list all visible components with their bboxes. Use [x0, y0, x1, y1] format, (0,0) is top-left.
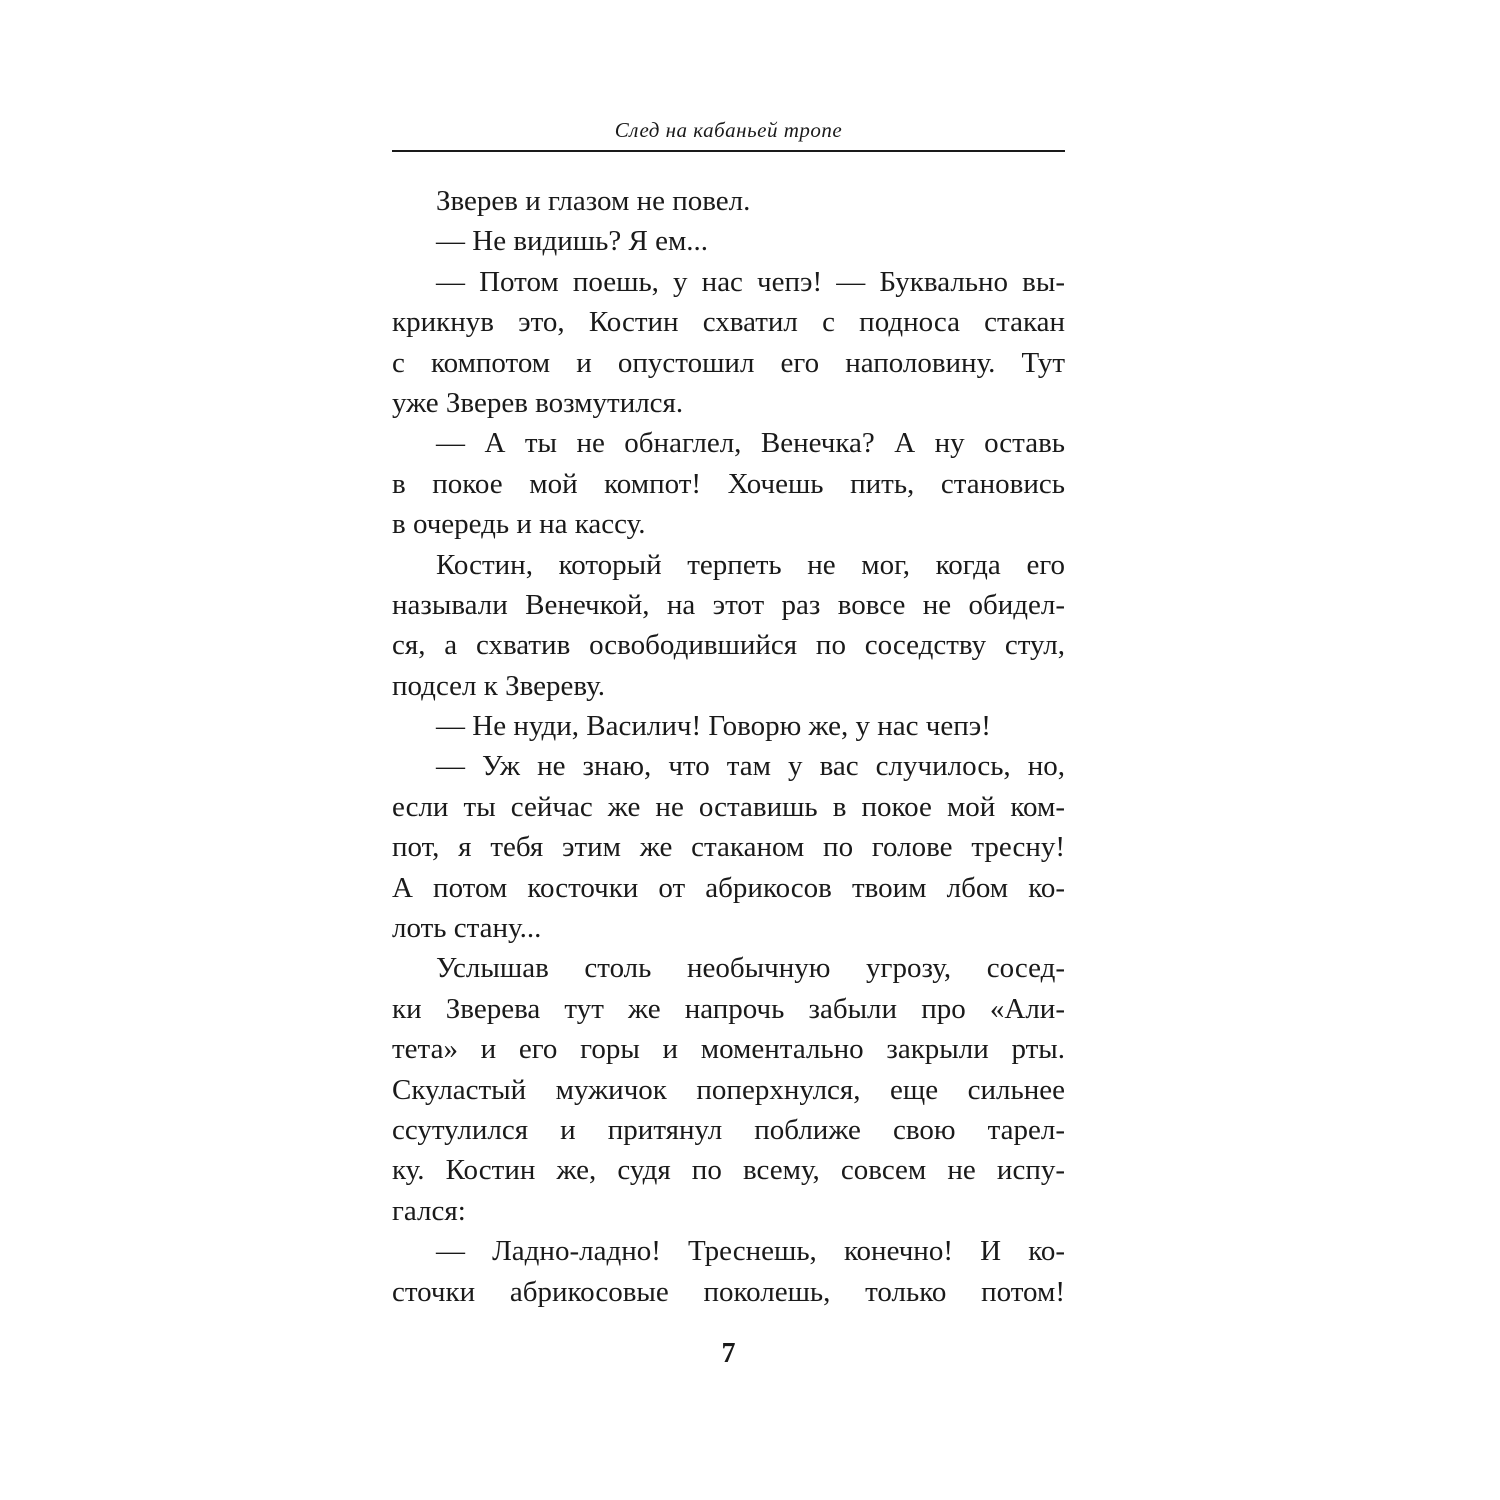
text-line: в очередь и на кассу. [392, 508, 646, 541]
text-line: сточки абрикосовые поколешь, только потом! [392, 1275, 1065, 1308]
text-line: — Не нуди, Василич! Говорю же, у нас чепэ! [436, 710, 991, 743]
text-line: подсел к Звереву. [392, 669, 605, 702]
text-line: лоть стану... [392, 912, 542, 945]
text-line: Услышав столь необычную угрозу, сосед- [436, 952, 1065, 985]
text-line: если ты сейчас же не оставишь в покое мой ком- [392, 790, 1065, 823]
text-line: называли Венечкой, на этот раз вовсе не обидел- [392, 588, 1065, 621]
text-line: — Уж не знаю, что там у вас случилось, но, [436, 750, 1065, 783]
text-line: — Потом поешь, у нас чепэ! — Буквально вы- [436, 265, 1065, 298]
text-line: А потом косточки от абрикосов твоим лбом ко- [392, 871, 1065, 904]
text-line: Костин, который терпеть не мог, когда его [436, 548, 1065, 581]
text-line: Скуластый мужичок поперхнулся, еще сильнее [392, 1073, 1065, 1106]
text-line: крикнув это, Костин схватил с подноса стакан [392, 306, 1065, 339]
text-line: ссутулился и притянул поближе свою тарел- [392, 1113, 1065, 1146]
text-line: ся, а схватив освободившийся по соседству стул, [392, 629, 1065, 662]
running-head: След на кабаньей тропе [614, 118, 843, 142]
text-line: — А ты не обнаглел, Венечка? А ну оставь [436, 427, 1065, 460]
text-line: в покое мой компот! Хочешь пить, становись [392, 467, 1065, 500]
text-line: уже Зверев возмутился. [392, 386, 684, 419]
text-line: тета» и его горы и моментально закрыли рты. [392, 1033, 1065, 1066]
book-page [392, 100, 1065, 1400]
text-line: ки Зверева тут же напрочь забыли про «Али- [392, 992, 1065, 1025]
text-line: с компотом и опустошил его наполовину. Тут [392, 346, 1065, 379]
header-rule [392, 150, 1065, 152]
text-line: — Ладно-ладно! Треснешь, конечно! И ко- [436, 1235, 1065, 1268]
text-line: пот, я тебя этим же стаканом по голове тресну! [392, 831, 1065, 864]
page-number: 7 [721, 1338, 736, 1369]
text-line: — Не видишь? Я ем... [436, 225, 709, 258]
body-text [392, 181, 1065, 1312]
text-line: ку. Костин же, судя по всему, совсем не испу- [392, 1154, 1065, 1187]
text-line: гался: [392, 1194, 466, 1227]
text-line: Зверев и глазом не повел. [436, 185, 751, 217]
